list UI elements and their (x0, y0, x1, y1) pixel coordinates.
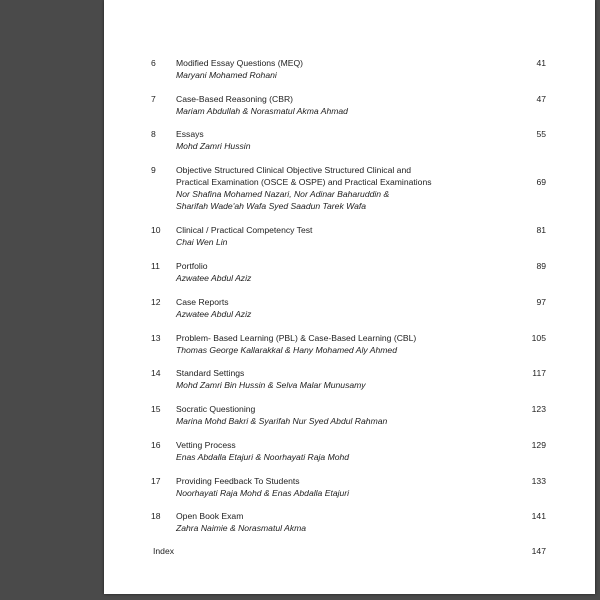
chapter-number: 9 (151, 165, 156, 175)
chapter-number: 14 (151, 368, 161, 378)
chapter-info (176, 164, 432, 212)
chapter-authors: Sharifah Wade'ah Wafa Syed Saadun Tarek Wafa (176, 201, 367, 211)
chapter-info (176, 260, 428, 284)
chapter-number: 10 (151, 225, 161, 235)
page-number: 81 (536, 225, 546, 235)
chapter-authors: Marina Mohd Bakri & Syarifah Nur Syed Abdul Rahman (176, 416, 388, 426)
page-number: 47 (536, 94, 546, 104)
chapter-authors: Maryani Mohamed Rohani (176, 70, 277, 80)
document-page (104, 0, 595, 594)
chapter-number: 11 (151, 261, 160, 271)
page-number: 105 (531, 333, 546, 343)
chapter-title: Clinical / Practical Competency Test (176, 225, 313, 235)
page-number: 89 (536, 261, 546, 271)
chapter-authors: Noorhayati Raja Mohd & Enas Abdalla Etajuri (176, 488, 350, 498)
chapter-title: Case Reports (176, 297, 229, 307)
chapter-authors: Nor Shafina Mohamed Nazari, Nor Adinar Baharuddin & (176, 189, 390, 199)
page-number: 55 (536, 129, 546, 139)
chapter-title: Standard Settings (176, 368, 245, 378)
chapter-info (176, 93, 428, 117)
chapter-number: 12 (151, 297, 161, 307)
chapter-info (176, 403, 428, 427)
chapter-authors: Azwatee Abdul Aziz (176, 273, 252, 283)
chapter-number: 15 (151, 404, 161, 414)
chapter-authors: Mohd Zamri Hussin (176, 141, 251, 151)
chapter-info (176, 510, 428, 534)
page-number: 69 (536, 177, 546, 187)
chapter-title: Providing Feedback To Students (176, 476, 300, 486)
chapter-info (176, 224, 428, 248)
chapter-title: Open Book Exam (176, 511, 244, 521)
chapter-number: 18 (151, 511, 161, 521)
chapter-number: 7 (151, 94, 156, 104)
chapter-number: 16 (151, 440, 161, 450)
chapter-info (176, 439, 428, 463)
chapter-title: Practical Examination (OSCE & OSPE) and Practical Examinations (176, 177, 432, 187)
page-number: 41 (536, 58, 546, 68)
chapter-number: 8 (151, 129, 156, 139)
chapter-info (176, 332, 428, 356)
page-number: 129 (531, 440, 546, 450)
chapter-authors: Enas Abdalla Etajuri & Noorhayati Raja Mohd (176, 452, 350, 462)
page-number: 97 (536, 297, 546, 307)
chapter-title: Vetting Process (176, 440, 236, 450)
chapter-info (176, 475, 428, 499)
chapter-title: Essays (176, 129, 204, 139)
chapter-info (176, 57, 428, 81)
chapter-authors: Azwatee Abdul Aziz (176, 309, 252, 319)
page-number: 141 (531, 511, 546, 521)
chapter-title: Socratic Questioning (176, 404, 256, 414)
page-number: 133 (531, 476, 546, 486)
chapter-title: Problem- Based Learning (PBL) & Case-Based Learning (CBL) (176, 333, 417, 343)
chapter-number: 17 (151, 476, 161, 486)
chapter-number: 13 (151, 333, 161, 343)
chapter-info (176, 128, 428, 152)
chapter-authors: Zahra Naimie & Norasmatul Akma (176, 523, 307, 533)
chapter-authors: Chai Wen Lin (176, 237, 228, 247)
chapter-authors: Thomas George Kallarakkal & Hany Mohamed Aly Ahmed (176, 345, 397, 355)
chapter-title: Portfolio (176, 261, 208, 271)
chapter-number: 6 (151, 58, 156, 68)
index-label: Index (153, 546, 175, 556)
index-page-number: 147 (531, 546, 546, 556)
chapter-info (176, 296, 428, 320)
chapter-title: Objective Structured Clinical Objective Structured Clinical and (176, 165, 411, 175)
chapter-title: Modified Essay Questions (MEQ) (176, 58, 304, 68)
chapter-title: Case-Based Reasoning (CBR) (176, 94, 294, 104)
page-number: 123 (531, 404, 546, 414)
chapter-authors: Mohd Zamri Bin Hussin & Selva Malar Munusamy (176, 380, 366, 390)
page-number: 117 (532, 368, 546, 378)
chapter-info (176, 367, 428, 391)
chapter-authors: Mariam Abdullah & Norasmatul Akma Ahmad (176, 106, 348, 116)
